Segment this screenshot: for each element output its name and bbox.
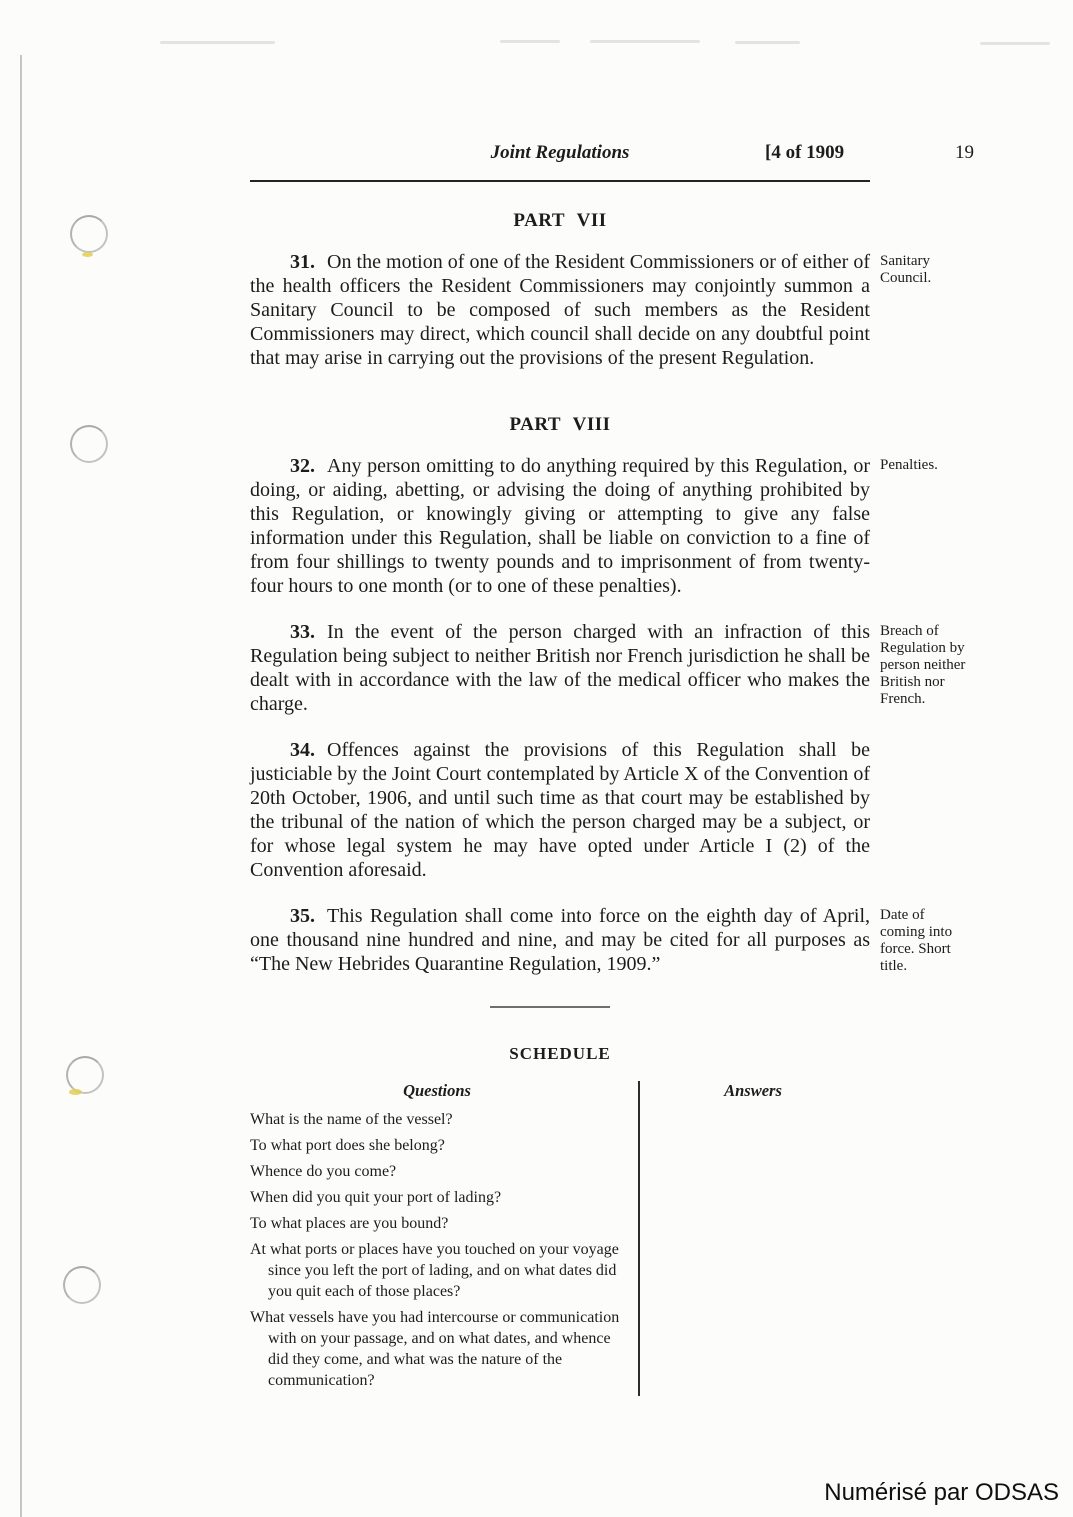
section-text: Any person omitting to do anything required by this Regulation, or doing, or aiding, abetting, or advising the doing of anything prohibited by this Regulation, or knowingly giving or attempting to give any false information under this Regulation, shall be liable on conviction to a fine of from four shillings to twenty pounds and to imprisonment of from twenty-four hours to one month (or to one of these penalties). bbox=[250, 455, 870, 597]
section-paragraph bbox=[250, 620, 870, 716]
section-number: 33. bbox=[290, 621, 315, 643]
section-number: 32. bbox=[290, 455, 315, 477]
question-item: At what ports or places have you touched on your voyage since you left the port of lading, and on what dates did you quit each of those places? bbox=[250, 1241, 619, 1300]
binder-hole bbox=[70, 425, 108, 463]
section-paragraph bbox=[250, 454, 870, 598]
margin-note: Sanitary Council. bbox=[880, 253, 932, 286]
answers-header: Answers bbox=[724, 1081, 782, 1100]
schedule-heading: SCHEDULE bbox=[509, 1044, 611, 1063]
running-header bbox=[250, 142, 990, 168]
citation: [4 of 1909 bbox=[765, 142, 845, 163]
questions-column bbox=[250, 1081, 640, 1396]
scan-smudge bbox=[160, 41, 275, 44]
yellow-speck bbox=[82, 252, 93, 257]
question-item: What is the name of the vessel? bbox=[250, 1111, 453, 1128]
section-number: 34. bbox=[290, 739, 315, 761]
part-heading: PART VII bbox=[513, 210, 607, 231]
part-heading: PART VIII bbox=[509, 414, 611, 435]
binder-hole bbox=[70, 215, 108, 253]
yellow-speck bbox=[69, 1089, 82, 1095]
schedule-table bbox=[250, 1081, 880, 1396]
part-vii bbox=[250, 210, 990, 370]
question-item: What vessels have you had intercourse or communication with on your passage, and on what dates, and whence did they come, and what was the nature of the communication? bbox=[250, 1309, 620, 1389]
section-text: This Regulation shall come into force on the eighth day of April, one thousand nine hundred and nine, and may be cited for all purposes as “The New Hebrides Quarantine Regulation, 1909.” bbox=[250, 905, 870, 975]
schedule-divider bbox=[490, 1006, 610, 1008]
section-text: Offences against the provisions of this Regulation shall be justiciable by the Joint Court contemplated by Article X of the Convention of 20th October, 1906, and until such time as that court may be established by the tribunal of the nation of which the person charged may be a subject, or for whose legal system he may have opted under Article I (2) of the Convention aforesaid. bbox=[250, 739, 870, 881]
question-item: To what port does she belong? bbox=[250, 1137, 445, 1154]
scan-smudge bbox=[980, 42, 1050, 45]
scan-credit: Numérisé par ODSAS bbox=[824, 1479, 1059, 1506]
part-viii bbox=[250, 414, 990, 976]
page-content bbox=[250, 142, 990, 1396]
section-32 bbox=[250, 454, 990, 598]
section-35 bbox=[250, 904, 990, 976]
margin-note: Date of coming into force. Short title. bbox=[880, 907, 953, 974]
section-paragraph bbox=[250, 250, 870, 370]
scan-smudge bbox=[590, 40, 700, 43]
scan-smudge bbox=[500, 40, 560, 43]
section-31 bbox=[250, 250, 990, 370]
page-number: 19 bbox=[955, 142, 974, 163]
section-text: In the event of the person charged with an infraction of this Regulation being subject to neither British nor French jurisdiction he shall be dealt with in accordance with the law of the medical officer who makes the charge. bbox=[250, 621, 870, 715]
section-34 bbox=[250, 738, 990, 882]
section-paragraph bbox=[250, 738, 870, 882]
page-edge-line bbox=[20, 55, 22, 1517]
section-paragraph bbox=[250, 904, 870, 976]
section-33 bbox=[250, 620, 990, 716]
answers-column bbox=[640, 1081, 866, 1396]
doc-title: Joint Regulations bbox=[490, 142, 630, 163]
questions-header: Questions bbox=[403, 1081, 471, 1100]
binder-hole bbox=[63, 1266, 101, 1304]
header-rule bbox=[250, 180, 870, 182]
section-number: 35. bbox=[290, 905, 315, 927]
margin-note: Penalties. bbox=[880, 457, 938, 473]
question-item: To what places are you bound? bbox=[250, 1215, 449, 1232]
section-number: 31. bbox=[290, 251, 315, 273]
scan-smudge bbox=[735, 41, 800, 44]
section-text: On the motion of one of the Resident Commissioners or of either of the health officers the Resident Commissioners may conjointly summon a Sanitary Council to be composed of such members as the Resident Commissioners may direct, which council shall decide on any doubtful point that may arise in carrying out the provisions of the present Regulation. bbox=[250, 251, 870, 369]
question-item: When did you quit your port of lading? bbox=[250, 1189, 502, 1206]
margin-note: Breach of Regulation by person neither British nor French. bbox=[880, 623, 966, 707]
question-item: Whence do you come? bbox=[250, 1163, 397, 1180]
